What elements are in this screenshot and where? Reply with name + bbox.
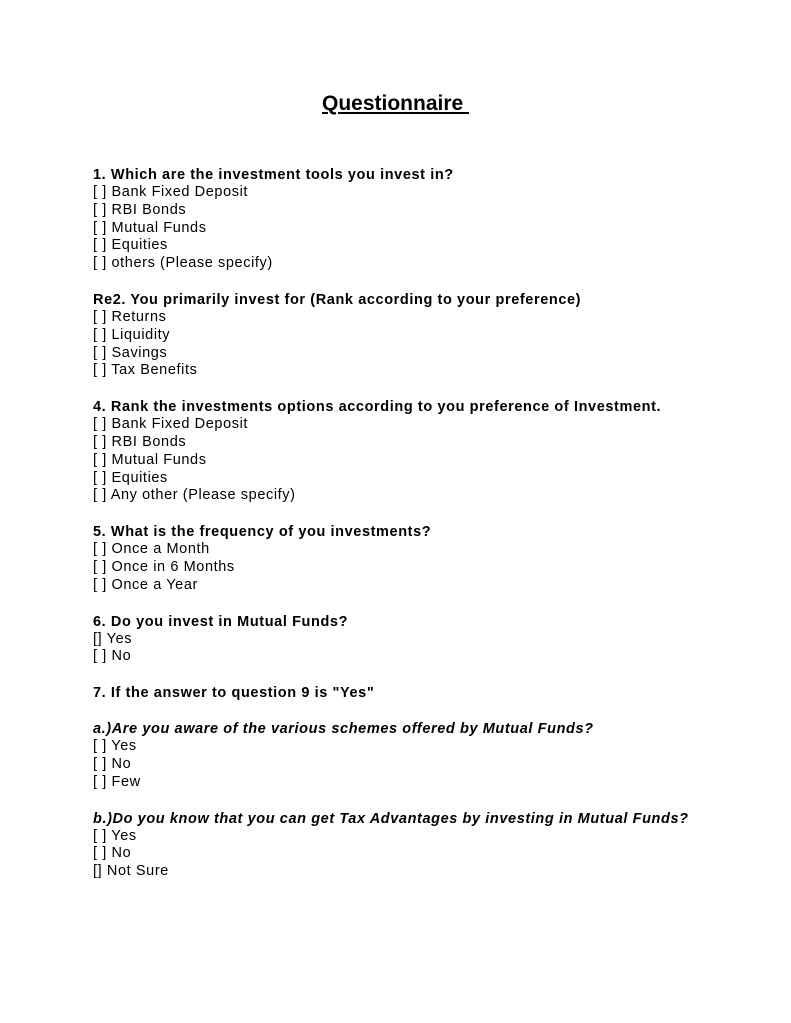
question-text: 6. Do you invest in Mutual Funds? xyxy=(93,613,349,630)
question-text: 7. If the answer to question 9 is "Yes" xyxy=(93,685,375,702)
option-item: [ ] Once a Month xyxy=(93,541,210,558)
option-item: [ ] RBI Bonds xyxy=(93,201,187,218)
question-7 xyxy=(93,684,693,702)
question-text: Re2. You primarily invest for (Rank according to your preference) xyxy=(93,291,582,308)
option-item: [] Yes xyxy=(93,630,133,647)
page-title: Questionnaire xyxy=(321,92,470,115)
option-item: [ ] Mutual Funds xyxy=(93,219,207,236)
option-item: [ ] others (Please specify) xyxy=(93,255,273,272)
question-5 xyxy=(93,523,693,594)
option-item: [ ] Few xyxy=(93,773,141,790)
questionnaire-body xyxy=(93,166,693,899)
option-item: [ ] RBI Bonds xyxy=(93,433,187,450)
option-item: [ ] No xyxy=(93,755,132,772)
option-item: [ ] No xyxy=(93,648,132,665)
option-item: [ ] No xyxy=(93,845,132,862)
option-item: [ ] Mutual Funds xyxy=(93,451,207,468)
option-item: [ ] Yes xyxy=(93,738,137,755)
question-7b xyxy=(93,810,693,881)
option-item: [ ] Any other (Please specify) xyxy=(93,487,296,504)
option-item: [ ] Yes xyxy=(93,827,137,844)
option-item: [ ] Liquidity xyxy=(93,326,171,343)
option-item: [ ] Once a Year xyxy=(93,576,198,593)
option-item: [ ] Equities xyxy=(93,469,168,486)
question-text: 4. Rank the investments options according to you preference of Investment. xyxy=(93,399,662,416)
question-6 xyxy=(93,613,693,667)
option-item: [ ] Bank Fixed Deposit xyxy=(93,184,249,200)
question-text: a.)Are you aware of the various schemes offered by Mutual Funds? xyxy=(93,721,594,738)
question-1 xyxy=(93,166,693,273)
question-text: 5. What is the frequency of you investments? xyxy=(93,524,432,541)
question-text: b.)Do you know that you can get Tax Advantages by investing in Mutual Funds? xyxy=(93,810,689,827)
option-item: [ ] Savings xyxy=(93,344,168,361)
question-text: 1. Which are the investment tools you invest in? xyxy=(93,167,454,183)
question-4 xyxy=(93,398,693,505)
option-item: [] Not Sure xyxy=(93,863,169,880)
question-7a xyxy=(93,720,693,791)
option-item: [ ] Equities xyxy=(93,237,168,254)
option-item: [ ] Tax Benefits xyxy=(93,362,198,379)
question-2 xyxy=(93,291,693,380)
option-item: [ ] Once in 6 Months xyxy=(93,558,235,575)
option-item: [ ] Bank Fixed Deposit xyxy=(93,416,249,433)
option-item: [ ] Returns xyxy=(93,308,167,325)
